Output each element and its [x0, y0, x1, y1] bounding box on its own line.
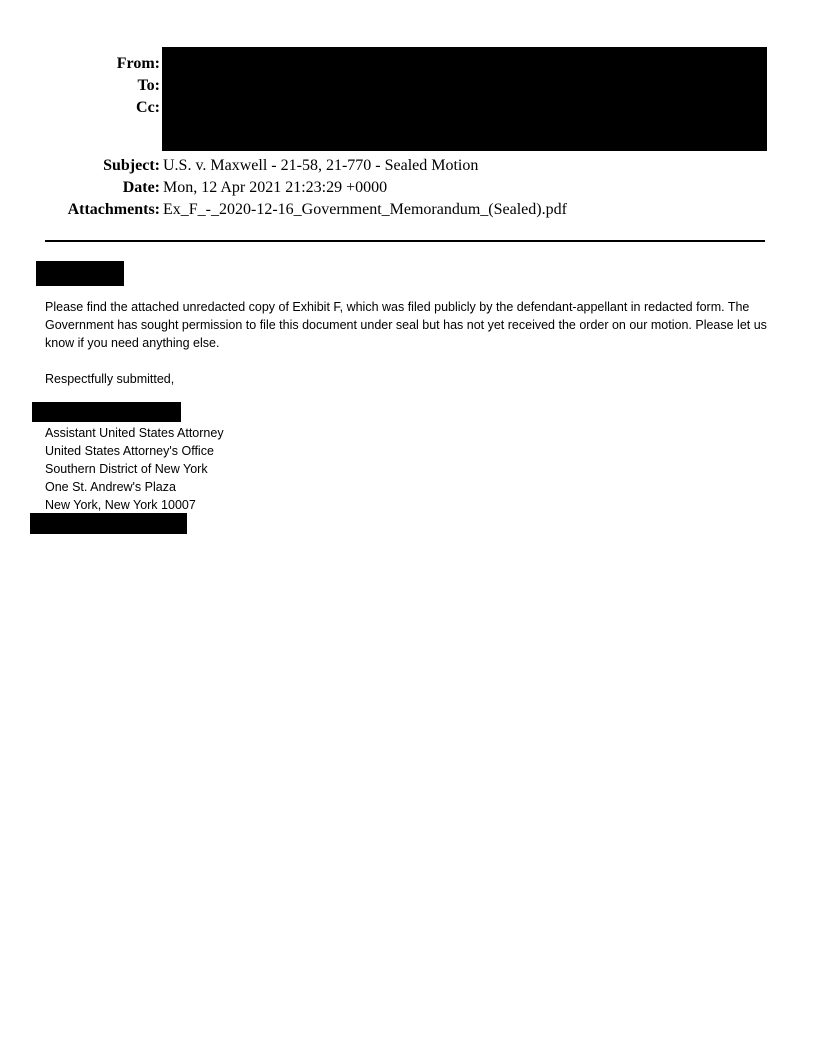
- from-label: From:: [116, 55, 160, 72]
- redacted-signer-name: [32, 402, 181, 422]
- message-paragraph: Please find the attached unredacted copy of Exhibit F, which was filed publicly by the defendant-appellant in redacted form. The Government has sought permission to file this document under seal but has not yet received the order on our motion. Please let us know if you need anything else.: [45, 300, 767, 350]
- closing-line: Respectfully submitted,: [45, 372, 175, 386]
- header-divider: [45, 240, 765, 242]
- to-label: To:: [137, 77, 160, 94]
- attachments-label: Attachments:: [67, 201, 160, 218]
- signature-office: United States Attorney's Office: [45, 444, 214, 458]
- redacted-greeting: [36, 261, 124, 286]
- date-label: Date:: [122, 179, 160, 196]
- redacted-contact-info: [30, 513, 187, 534]
- redacted-recipients-block: [162, 47, 767, 151]
- signature-city: New York, New York 10007: [45, 498, 196, 512]
- subject-label: Subject:: [103, 157, 160, 174]
- subject-value: U.S. v. Maxwell - 21-58, 21-770 - Sealed Motion: [163, 157, 479, 174]
- attachment-link[interactable]: Ex_F_-_2020-12-16_Government_Memorandum_(Sealed).pdf: [163, 201, 567, 218]
- cc-label: Cc:: [136, 99, 160, 116]
- signature-district: Southern District of New York: [45, 462, 208, 476]
- date-value: Mon, 12 Apr 2021 21:23:29 +0000: [163, 179, 388, 196]
- signature-title: Assistant United States Attorney: [45, 426, 224, 440]
- signature-street: One St. Andrew's Plaza: [45, 480, 176, 494]
